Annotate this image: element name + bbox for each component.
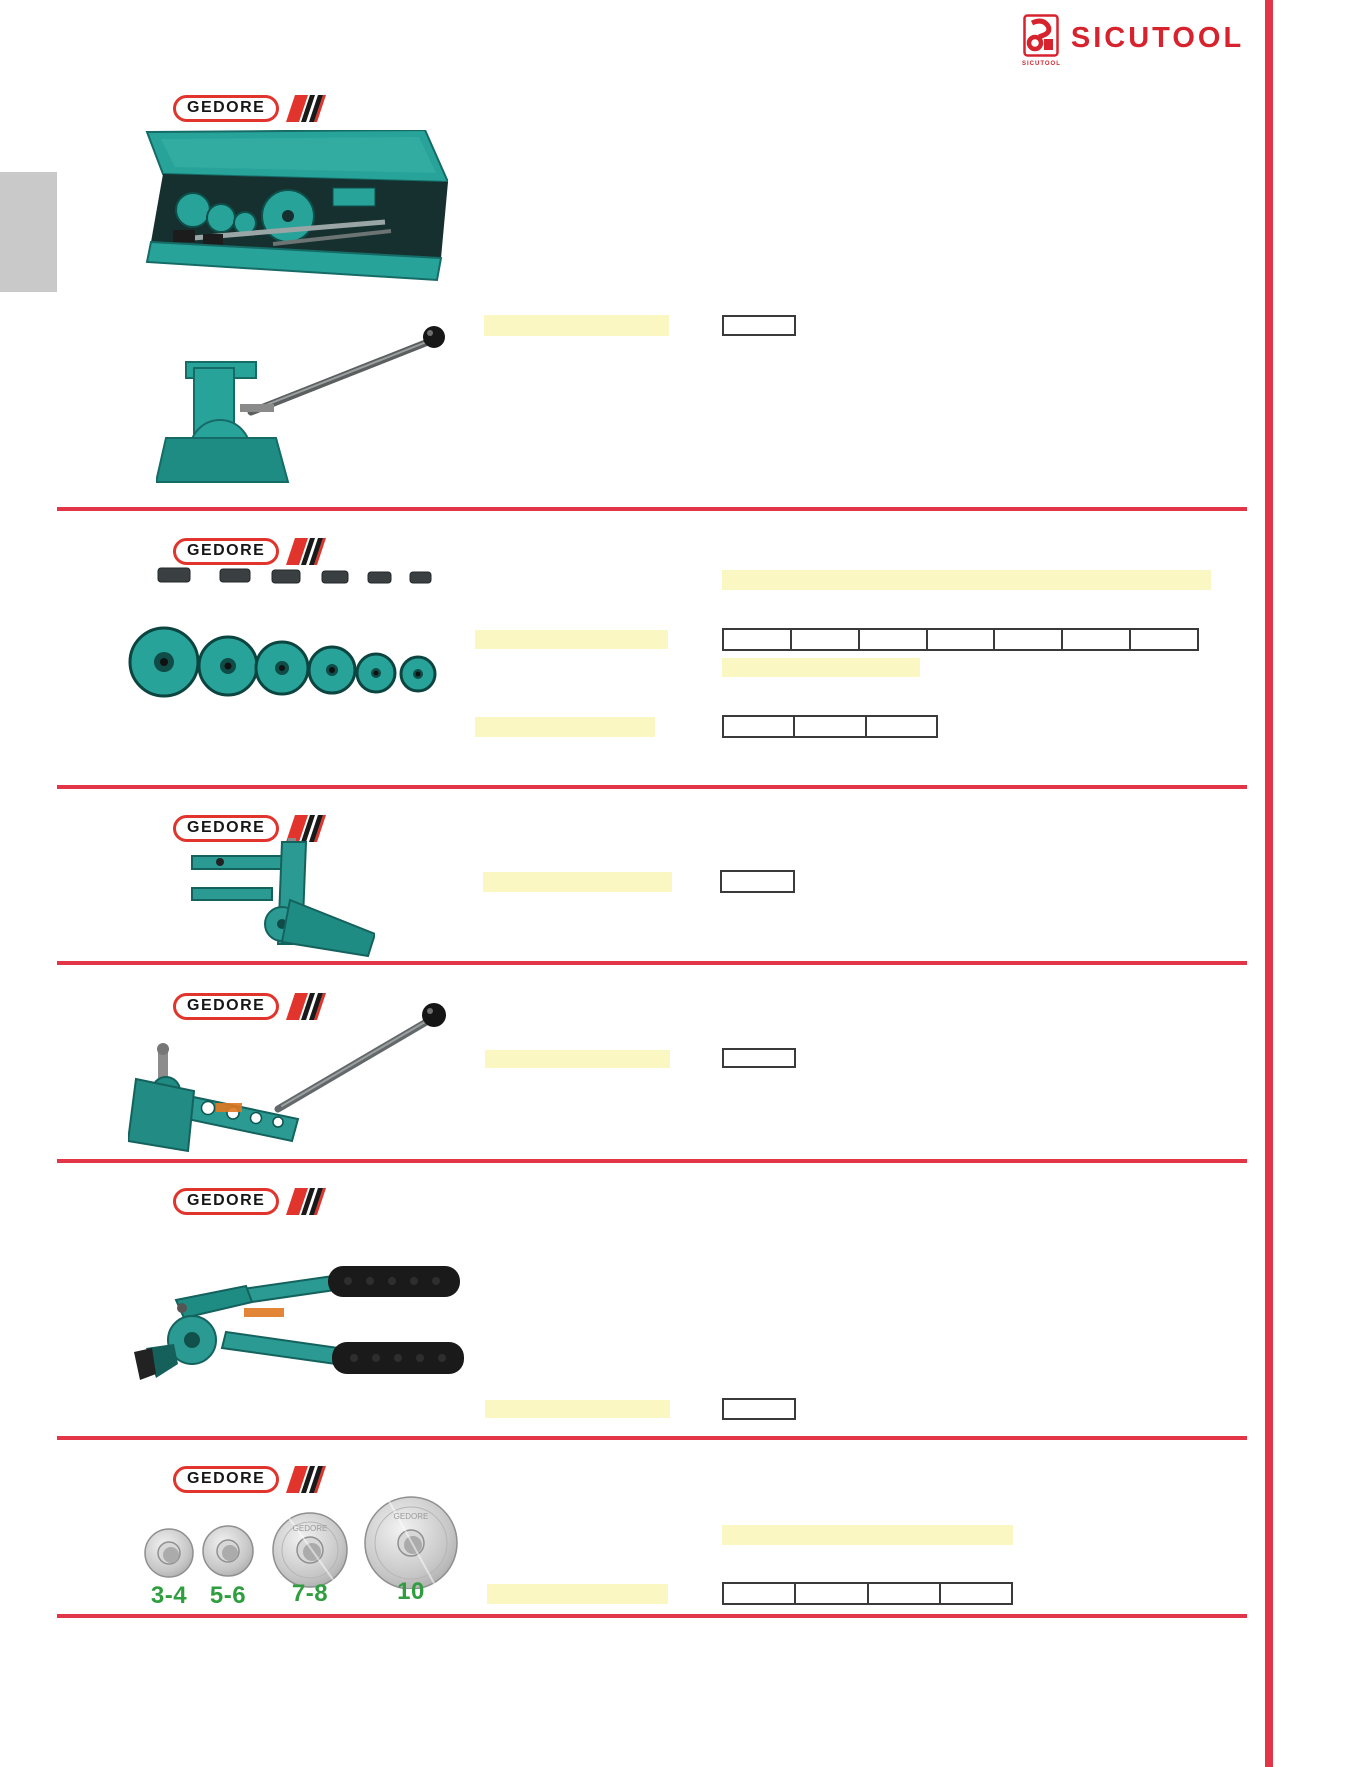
gedore-logo (173, 537, 326, 565)
disc-size-label: 10 (397, 1578, 425, 1605)
section-divider (57, 785, 1247, 789)
section-divider (57, 961, 1247, 965)
highlight-band (722, 570, 1211, 590)
gedore-flag-icon (286, 538, 326, 565)
gedore-flag-icon (286, 1466, 326, 1493)
disc-size-label: 7-8 (291, 1580, 329, 1607)
gedore-wordmark: GEDORE (173, 538, 279, 565)
table-cell (792, 630, 860, 649)
product-photo-bending-formers (122, 562, 466, 702)
value-box (722, 315, 796, 336)
highlight-band (722, 1525, 1013, 1545)
highlight-band (475, 630, 668, 649)
value-box (720, 870, 795, 893)
disc-engraving: GEDORE (393, 1512, 429, 1521)
product-photo-bending-discs (139, 1493, 461, 1589)
gedore-wordmark: GEDORE (173, 1188, 279, 1215)
value-box (722, 1048, 796, 1068)
gedore-logo (173, 1465, 326, 1493)
highlight-band (484, 315, 669, 336)
highlight-band (722, 658, 920, 677)
table-cell (860, 630, 928, 649)
table-cell (724, 717, 795, 736)
section-divider (57, 1614, 1247, 1618)
table-cell (869, 1584, 941, 1603)
table-cell (941, 1584, 1011, 1603)
highlight-band (483, 872, 672, 892)
disc-size-label: 3-4 (150, 1582, 188, 1609)
sicutool-icon-wrap (1022, 14, 1061, 67)
section-divider (57, 1436, 1247, 1440)
table-cell (795, 717, 866, 736)
gedore-wordmark: GEDORE (173, 1466, 279, 1493)
product-photo-compact-bender (190, 838, 375, 960)
gedore-wordmark: GEDORE (173, 815, 279, 842)
data-table-row (722, 715, 938, 738)
product-photo-bending-set-case (133, 130, 448, 296)
highlight-band (487, 1584, 668, 1604)
table-cell (796, 1584, 868, 1603)
product-photo-two-hand-bender (116, 1256, 464, 1406)
product-photo-lever-bender (128, 991, 460, 1159)
data-table-row (722, 1582, 1013, 1605)
disc-engraving: GEDORE (292, 1524, 328, 1533)
section-divider (57, 507, 1247, 511)
highlight-band (485, 1400, 670, 1418)
gedore-wordmark: GEDORE (173, 993, 279, 1020)
gedore-flag-icon (286, 1188, 326, 1215)
product-photo-bench-bender (156, 320, 456, 500)
section-divider (57, 1159, 1247, 1163)
value-box (722, 1398, 796, 1420)
table-cell (1063, 630, 1131, 649)
gedore-wordmark: GEDORE (173, 95, 279, 122)
table-cell (724, 1584, 796, 1603)
gedore-logo (173, 1187, 326, 1215)
table-cell (724, 630, 792, 649)
disc-size-label: 5-6 (209, 1582, 247, 1609)
table-cell (928, 630, 996, 649)
gedore-logo (173, 94, 326, 122)
sicutool-icon (1023, 14, 1059, 60)
table-cell (1131, 630, 1197, 649)
page-edge-rule (1265, 0, 1273, 1767)
highlight-band (475, 717, 655, 737)
data-table-row (722, 628, 1199, 651)
sicutool-icon-caption: SICUTOOL (1022, 61, 1061, 67)
sicutool-logo (1022, 14, 1244, 67)
highlight-band (485, 1050, 670, 1068)
table-cell (995, 630, 1063, 649)
table-cell (867, 717, 936, 736)
page-tab-marker (0, 172, 57, 292)
gedore-flag-icon (286, 95, 326, 122)
sicutool-wordmark: SICUTOOL (1070, 22, 1245, 54)
